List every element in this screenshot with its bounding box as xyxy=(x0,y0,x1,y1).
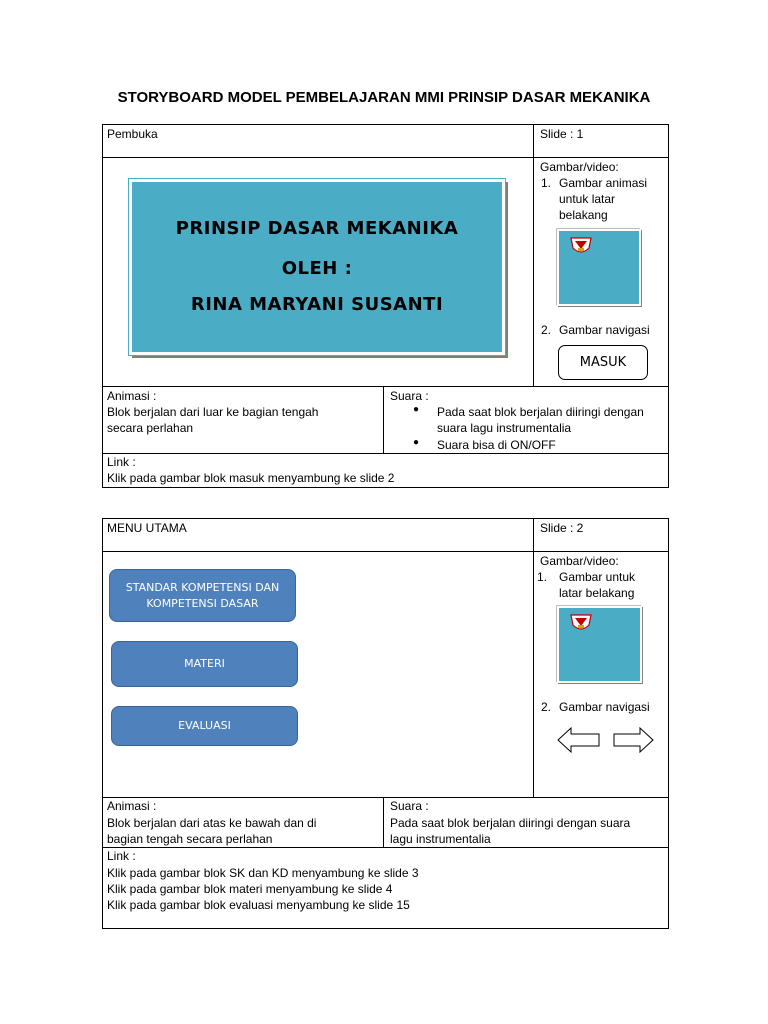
animasi-text: Blok berjalan dari luar ke bagian tengah xyxy=(107,405,319,419)
suara-text: suara lagu instrumentalia xyxy=(437,421,572,435)
background-thumbnail xyxy=(557,606,642,683)
media-item-text: Gambar navigasi xyxy=(559,323,650,337)
evaluasi-menu-button[interactable]: EVALUASI xyxy=(111,706,298,746)
animasi-label: Animasi : xyxy=(107,799,157,813)
media-item-text: Gambar navigasi xyxy=(559,700,650,714)
suara-text: Suara bisa di ON/OFF xyxy=(437,438,556,452)
media-item-text: Gambar untuk xyxy=(559,570,636,584)
preview-author: RINA MARYANI SUSANTI xyxy=(190,294,444,315)
media-item-text: belakang xyxy=(559,208,608,222)
media-item-number: 2. xyxy=(541,323,552,337)
media-item-number: 2. xyxy=(541,700,552,714)
suara-text: Pada saat blok berjalan diiringi dengan suara xyxy=(390,816,631,830)
university-logo-icon xyxy=(569,236,593,256)
link-label: Link : xyxy=(107,849,136,863)
link-text: Klik pada gambar blok SK dan KD menyambung ke slide 3 xyxy=(107,866,419,880)
media-item-number: 1. xyxy=(541,176,552,190)
page-title: STORYBOARD MODEL PEMBELAJARAN MMI PRINSIP DASAR MEKANIKA xyxy=(117,89,651,106)
link-label: Link : xyxy=(107,455,136,469)
link-text: Klik pada gambar blok materi menyambung ke slide 4 xyxy=(107,882,393,896)
slide-number: Slide : 1 xyxy=(540,127,584,141)
section-label: MENU UTAMA xyxy=(107,521,187,535)
animasi-text: secara perlahan xyxy=(107,421,194,435)
link-text: Klik pada gambar blok masuk menyambung ke slide 2 xyxy=(107,471,395,485)
suara-label: Suara : xyxy=(390,389,429,403)
bullet-icon: ● xyxy=(413,437,420,448)
materi-menu-button[interactable]: MATERI xyxy=(111,641,298,687)
media-item-text: latar belakang xyxy=(559,586,635,600)
arrow-right-icon[interactable] xyxy=(613,726,655,754)
suara-text: lagu instrumentalia xyxy=(390,832,491,846)
slide-number: Slide : 2 xyxy=(540,521,584,535)
media-item-number: 1. xyxy=(537,570,548,584)
arrow-left-icon[interactable] xyxy=(557,726,601,754)
section-label: Pembuka xyxy=(107,127,158,141)
media-item-text: untuk latar xyxy=(559,192,616,206)
background-thumbnail xyxy=(557,229,641,306)
link-text: Klik pada gambar blok evaluasi menyambung ke slide 15 xyxy=(107,898,410,912)
suara-text: Pada saat blok berjalan diiringi dengan xyxy=(437,405,644,419)
media-heading: Gambar/video: xyxy=(540,160,619,174)
slide-preview xyxy=(129,179,505,355)
preview-title: PRINSIP DASAR MEKANIKA xyxy=(175,218,459,239)
preview-oleh: OLEH : xyxy=(281,258,353,279)
animasi-label: Animasi : xyxy=(107,389,157,403)
suara-label: Suara : xyxy=(390,799,429,813)
bullet-icon: ● xyxy=(413,404,420,415)
masuk-button[interactable]: MASUK xyxy=(558,345,648,380)
media-item-text: Gambar animasi xyxy=(559,176,648,190)
university-logo-icon xyxy=(569,613,593,633)
animasi-text: Blok berjalan dari atas ke bawah dan di xyxy=(107,816,317,830)
animasi-text: bagian tengah secara perlahan xyxy=(107,832,273,846)
sk-kd-menu-button[interactable]: STANDAR KOMPETENSI DAN KOMPETENSI DASAR xyxy=(109,569,296,622)
media-heading: Gambar/video: xyxy=(540,554,619,568)
